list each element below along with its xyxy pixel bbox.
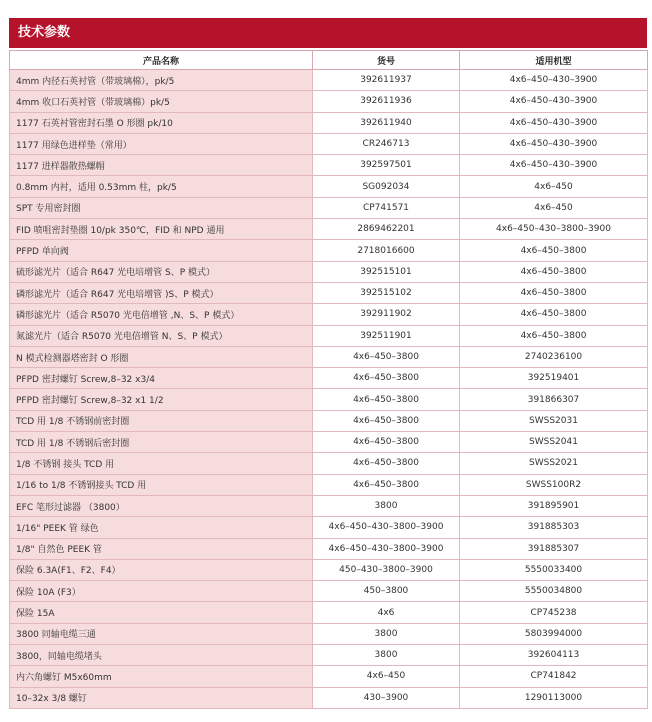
table-row bbox=[10, 304, 648, 325]
compatible-model-cell: CP741842 bbox=[460, 666, 648, 687]
product-name-cell: 保险 6.3A(F1、F2、F4） bbox=[10, 559, 313, 580]
compatible-model-cell: 5550033400 bbox=[460, 559, 648, 580]
part-number-cell: 3800 bbox=[313, 623, 460, 644]
compatible-model-cell: 4x6–450–3800 bbox=[460, 304, 648, 325]
compatible-model-cell: 4x6–450–3800 bbox=[460, 325, 648, 346]
compatible-model-cell: 4x6–450–430–3900 bbox=[460, 155, 648, 176]
part-number-cell: 450–3800 bbox=[313, 581, 460, 602]
table-row bbox=[10, 389, 648, 410]
product-name-cell: 硫形滤光片（适合 R647 光电培增管 S、P 模式） bbox=[10, 261, 313, 282]
table-row bbox=[10, 410, 648, 431]
product-name-cell: 1/8 不锈钢 接头 TCD 用 bbox=[10, 453, 313, 474]
product-name-cell: FID 喷咀密封垫圈 10/pk 350℃，FID 和 NPD 通用 bbox=[10, 219, 313, 240]
spec-table bbox=[9, 50, 648, 709]
product-name-cell: 氮滤光片（适合 R5070 光电倍增管 N、S、P 模式） bbox=[10, 325, 313, 346]
product-name-cell: 3800，同轴电缆堵头 bbox=[10, 645, 313, 666]
table-row bbox=[10, 453, 648, 474]
compatible-model-cell: 4x6–450–3800 bbox=[460, 282, 648, 303]
part-number-cell: 4x6–450 bbox=[313, 666, 460, 687]
table-row bbox=[10, 602, 648, 623]
part-number-cell: CR246713 bbox=[313, 133, 460, 154]
compatible-model-cell: 5803994000 bbox=[460, 623, 648, 644]
part-number-cell: 392611936 bbox=[313, 91, 460, 112]
compatible-model-cell: 4x6–450–430–3900 bbox=[460, 91, 648, 112]
product-name-cell: 3800 同轴电缆三通 bbox=[10, 623, 313, 644]
part-number-cell: 392597501 bbox=[313, 155, 460, 176]
table-row bbox=[10, 176, 648, 197]
table-row bbox=[10, 432, 648, 453]
product-name-cell: PFPD 密封螺钉 Screw,8–32 x1 1/2 bbox=[10, 389, 313, 410]
part-number-cell: 392515101 bbox=[313, 261, 460, 282]
compatible-model-cell: SWSS2041 bbox=[460, 432, 648, 453]
compatible-model-cell: 4x6–450–430–3900 bbox=[460, 133, 648, 154]
part-number-cell: 4x6–450–3800 bbox=[313, 346, 460, 367]
compatible-model-cell: 4x6–450–3800 bbox=[460, 240, 648, 261]
product-name-cell: 1/16" PEEK 管 绿色 bbox=[10, 517, 313, 538]
product-name-cell: 内六角螺钉 M5x60mm bbox=[10, 666, 313, 687]
table-row bbox=[10, 133, 648, 154]
table-row bbox=[10, 581, 648, 602]
product-name-cell: TCD 用 1/8 不锈钢后密封圈 bbox=[10, 432, 313, 453]
part-number-cell: 3800 bbox=[313, 645, 460, 666]
compatible-model-cell: 391885303 bbox=[460, 517, 648, 538]
table-row bbox=[10, 346, 648, 367]
table-row bbox=[10, 474, 648, 495]
part-number-cell: 3800 bbox=[313, 495, 460, 516]
part-number-cell: 392511901 bbox=[313, 325, 460, 346]
part-number-cell: 2718016600 bbox=[313, 240, 460, 261]
part-number-cell: 2869462201 bbox=[313, 219, 460, 240]
compatible-model-cell: 4x6–450–430–3800–3900 bbox=[460, 219, 648, 240]
product-name-cell: EFC 笔形过滤器 （3800） bbox=[10, 495, 313, 516]
table-row bbox=[10, 155, 648, 176]
compatible-model-cell: 4x6–450 bbox=[460, 176, 648, 197]
product-name-cell: 1177 进样器散热螺帽 bbox=[10, 155, 313, 176]
table-row bbox=[10, 666, 648, 687]
product-name-cell: 10–32x 3/8 螺钉 bbox=[10, 687, 313, 708]
spec-section bbox=[9, 18, 647, 709]
table-row bbox=[10, 368, 648, 389]
compatible-model-cell: 4x6–450 bbox=[460, 197, 648, 218]
compatible-model-cell: 391895901 bbox=[460, 495, 648, 516]
table-row bbox=[10, 645, 648, 666]
table-row bbox=[10, 70, 648, 91]
compatible-model-cell: SWSS2021 bbox=[460, 453, 648, 474]
table-row bbox=[10, 219, 648, 240]
table-row bbox=[10, 623, 648, 644]
compatible-model-cell: SWSS100R2 bbox=[460, 474, 648, 495]
part-number-cell: 4x6–450–3800 bbox=[313, 410, 460, 431]
part-number-cell: 392611937 bbox=[313, 70, 460, 91]
part-number-cell: SG092034 bbox=[313, 176, 460, 197]
compatible-model-cell: 4x6–450–430–3900 bbox=[460, 70, 648, 91]
compatible-model-cell: SWSS2031 bbox=[460, 410, 648, 431]
product-name-cell: 4mm 收口石英衬管（带玻璃棉）pk/5 bbox=[10, 91, 313, 112]
table-row bbox=[10, 197, 648, 218]
table-row bbox=[10, 687, 648, 708]
compatible-model-cell: 4x6–450–430–3900 bbox=[460, 112, 648, 133]
table-row bbox=[10, 559, 648, 580]
table-row bbox=[10, 495, 648, 516]
compatible-model-cell: 5550034800 bbox=[460, 581, 648, 602]
table-row bbox=[10, 325, 648, 346]
part-number-cell: 392911902 bbox=[313, 304, 460, 325]
header-part-number: 货号 bbox=[313, 51, 460, 70]
part-number-cell: 4x6 bbox=[313, 602, 460, 623]
part-number-cell: 392515102 bbox=[313, 282, 460, 303]
compatible-model-cell: 4x6–450–3800 bbox=[460, 261, 648, 282]
product-name-cell: 1/16 to 1/8 不锈钢接头 TCD 用 bbox=[10, 474, 313, 495]
part-number-cell: 4x6–450–430–3800–3900 bbox=[313, 517, 460, 538]
product-name-cell: PFPD 单向阀 bbox=[10, 240, 313, 261]
part-number-cell: 4x6–450–430–3800–3900 bbox=[313, 538, 460, 559]
table-row bbox=[10, 517, 648, 538]
part-number-cell: CP741571 bbox=[313, 197, 460, 218]
table-row bbox=[10, 261, 648, 282]
header-compatible-model: 适用机型 bbox=[460, 51, 648, 70]
part-number-cell: 392611940 bbox=[313, 112, 460, 133]
product-name-cell: 0.8mm 内衬，适用 0.53mm 柱，pk/5 bbox=[10, 176, 313, 197]
table-row bbox=[10, 538, 648, 559]
part-number-cell: 4x6–450–3800 bbox=[313, 389, 460, 410]
part-number-cell: 4x6–450–3800 bbox=[313, 368, 460, 389]
part-number-cell: 450–430–3800–3900 bbox=[313, 559, 460, 580]
part-number-cell: 4x6–450–3800 bbox=[313, 453, 460, 474]
compatible-model-cell: CP745238 bbox=[460, 602, 648, 623]
product-name-cell: N 模式检测器塔密封 O 形圈 bbox=[10, 346, 313, 367]
product-name-cell: TCD 用 1/8 不锈钢前密封圈 bbox=[10, 410, 313, 431]
product-name-cell: 保险 15A bbox=[10, 602, 313, 623]
compatible-model-cell: 1290113000 bbox=[460, 687, 648, 708]
part-number-cell: 4x6–450–3800 bbox=[313, 432, 460, 453]
table-row bbox=[10, 282, 648, 303]
table-row bbox=[10, 240, 648, 261]
compatible-model-cell: 2740236100 bbox=[460, 346, 648, 367]
product-name-cell: PFPD 密封螺钉 Screw,8–32 x3/4 bbox=[10, 368, 313, 389]
product-name-cell: 1177 石英衬管密封石墨 O 形圈 pk/10 bbox=[10, 112, 313, 133]
product-name-cell: 1/8" 自然色 PEEK 管 bbox=[10, 538, 313, 559]
product-name-cell: 磷形滤光片（适合 R5070 光电倍增管 ,N、S、P 模式） bbox=[10, 304, 313, 325]
product-name-cell: 4mm 内径石英衬管（带玻璃棉），pk/5 bbox=[10, 70, 313, 91]
compatible-model-cell: 391885307 bbox=[460, 538, 648, 559]
product-name-cell: 保险 10A (F3） bbox=[10, 581, 313, 602]
product-name-cell: 1177 用绿色进样垫（常用） bbox=[10, 133, 313, 154]
table-row bbox=[10, 91, 648, 112]
part-number-cell: 4x6–450–3800 bbox=[313, 474, 460, 495]
compatible-model-cell: 391866307 bbox=[460, 389, 648, 410]
compatible-model-cell: 392604113 bbox=[460, 645, 648, 666]
section-title: 技术参数 bbox=[9, 18, 647, 48]
product-name-cell: SPT 专用密封圈 bbox=[10, 197, 313, 218]
table-row bbox=[10, 112, 648, 133]
product-name-cell: 磷形滤光片（适合 R647 光电培增管 )S、P 模式） bbox=[10, 282, 313, 303]
header-product-name: 产品名称 bbox=[10, 51, 313, 70]
part-number-cell: 430–3900 bbox=[313, 687, 460, 708]
compatible-model-cell: 392519401 bbox=[460, 368, 648, 389]
header-row bbox=[10, 51, 648, 70]
